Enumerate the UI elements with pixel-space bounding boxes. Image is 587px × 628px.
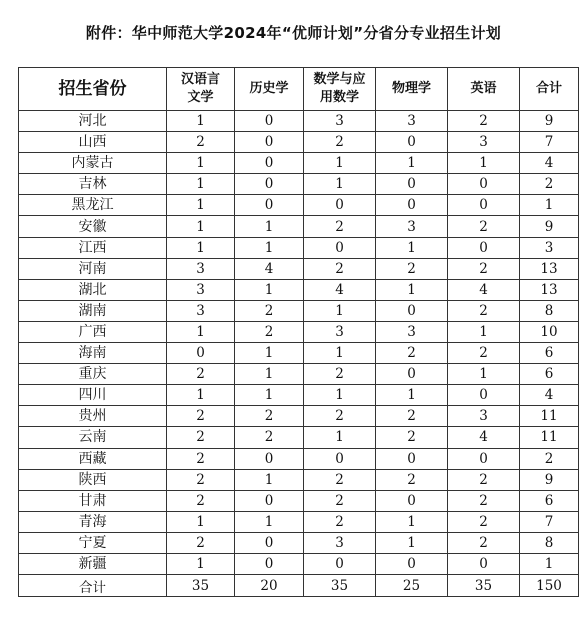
total-cell: 3	[520, 237, 579, 258]
province-cell: 吉林	[19, 174, 167, 195]
physics-cell: 0	[376, 490, 448, 511]
province-cell: 安徽	[19, 216, 167, 237]
total-cell-math: 35	[304, 575, 376, 597]
total-cell: 9	[520, 216, 579, 237]
province-cell: 江西	[19, 237, 167, 258]
physics-cell: 1	[376, 385, 448, 406]
header-province: 招生省份	[19, 68, 167, 111]
total-cell: 4	[520, 153, 579, 174]
total-cell: 7	[520, 511, 579, 532]
chinese-cell: 3	[167, 279, 235, 300]
chinese-cell: 1	[167, 553, 235, 574]
english-cell: 2	[448, 490, 520, 511]
chinese-cell: 1	[167, 174, 235, 195]
total-cell: 13	[520, 279, 579, 300]
chinese-cell: 1	[167, 216, 235, 237]
math-cell: 3	[304, 321, 376, 342]
history-cell: 1	[235, 237, 304, 258]
table-footer	[19, 575, 579, 597]
history-cell: 0	[235, 132, 304, 153]
table-row	[19, 195, 579, 216]
total-cell: 6	[520, 490, 579, 511]
header-math-line2: 用数学	[319, 90, 359, 105]
physics-cell: 0	[376, 300, 448, 321]
history-cell: 0	[235, 448, 304, 469]
physics-cell: 2	[376, 258, 448, 279]
english-cell: 2	[448, 216, 520, 237]
total-cell: 6	[520, 364, 579, 385]
physics-cell: 3	[376, 321, 448, 342]
province-cell: 湖南	[19, 300, 167, 321]
table-row	[19, 237, 579, 258]
physics-cell: 2	[376, 469, 448, 490]
english-cell: 0	[448, 553, 520, 574]
total-cell: 2	[520, 174, 579, 195]
chinese-cell: 2	[167, 490, 235, 511]
province-cell: 山西	[19, 132, 167, 153]
math-cell: 1	[304, 174, 376, 195]
chinese-cell: 1	[167, 237, 235, 258]
math-cell: 2	[304, 406, 376, 427]
physics-cell: 2	[376, 406, 448, 427]
history-cell: 0	[235, 111, 304, 132]
province-cell: 四川	[19, 385, 167, 406]
math-cell: 3	[304, 111, 376, 132]
physics-cell: 1	[376, 153, 448, 174]
history-cell: 0	[235, 174, 304, 195]
total-cell: 8	[520, 532, 579, 553]
province-cell: 云南	[19, 427, 167, 448]
chinese-cell: 2	[167, 406, 235, 427]
english-cell: 2	[448, 258, 520, 279]
total-cell: 10	[520, 321, 579, 342]
physics-cell: 2	[376, 343, 448, 364]
history-cell: 1	[235, 469, 304, 490]
chinese-cell: 2	[167, 427, 235, 448]
english-cell: 2	[448, 300, 520, 321]
total-cell-grand-total: 150	[520, 575, 579, 597]
document-title: 附件：华中师范大学2024年“优师计划”分省分专业招生计划	[85, 24, 502, 42]
math-cell: 1	[304, 300, 376, 321]
math-cell: 0	[304, 237, 376, 258]
physics-cell: 0	[376, 364, 448, 385]
physics-cell: 0	[376, 448, 448, 469]
chinese-cell: 1	[167, 195, 235, 216]
table-row	[19, 553, 579, 574]
total-cell: 8	[520, 300, 579, 321]
header-chinese-literature	[167, 68, 235, 111]
chinese-cell: 1	[167, 385, 235, 406]
math-cell: 1	[304, 153, 376, 174]
history-cell: 2	[235, 406, 304, 427]
total-cell: 13	[520, 258, 579, 279]
province-cell: 甘肃	[19, 490, 167, 511]
history-cell: 1	[235, 279, 304, 300]
table-row	[19, 343, 579, 364]
chinese-cell: 2	[167, 469, 235, 490]
physics-cell: 1	[376, 532, 448, 553]
table-row	[19, 490, 579, 511]
province-cell: 陕西	[19, 469, 167, 490]
header-chinese-line1: 汉语言	[180, 72, 220, 87]
province-cell: 重庆	[19, 364, 167, 385]
table-row	[19, 532, 579, 553]
total-row	[19, 575, 579, 597]
chinese-cell: 1	[167, 321, 235, 342]
english-cell: 2	[448, 532, 520, 553]
math-cell: 2	[304, 490, 376, 511]
province-cell: 贵州	[19, 406, 167, 427]
chinese-cell: 0	[167, 343, 235, 364]
header-history: 历史学	[235, 68, 304, 111]
math-cell: 2	[304, 216, 376, 237]
english-cell: 2	[448, 511, 520, 532]
physics-cell: 3	[376, 111, 448, 132]
history-cell: 0	[235, 195, 304, 216]
history-cell: 2	[235, 321, 304, 342]
english-cell: 4	[448, 427, 520, 448]
history-cell: 1	[235, 343, 304, 364]
chinese-cell: 2	[167, 532, 235, 553]
math-cell: 2	[304, 511, 376, 532]
english-cell: 3	[448, 406, 520, 427]
table-row	[19, 300, 579, 321]
table-row	[19, 469, 579, 490]
table-row	[19, 406, 579, 427]
total-cell: 7	[520, 132, 579, 153]
physics-cell: 0	[376, 553, 448, 574]
english-cell: 0	[448, 174, 520, 195]
physics-cell: 1	[376, 237, 448, 258]
chinese-cell: 2	[167, 448, 235, 469]
physics-cell: 1	[376, 279, 448, 300]
english-cell: 0	[448, 385, 520, 406]
physics-cell: 1	[376, 511, 448, 532]
math-cell: 1	[304, 385, 376, 406]
table-row	[19, 258, 579, 279]
math-cell: 2	[304, 132, 376, 153]
history-cell: 2	[235, 300, 304, 321]
physics-cell: 0	[376, 195, 448, 216]
physics-cell: 0	[376, 174, 448, 195]
math-cell: 0	[304, 553, 376, 574]
province-cell: 西藏	[19, 448, 167, 469]
province-cell: 青海	[19, 511, 167, 532]
total-cell: 2	[520, 448, 579, 469]
total-cell: 11	[520, 427, 579, 448]
table-row	[19, 174, 579, 195]
table-row	[19, 153, 579, 174]
english-cell: 4	[448, 279, 520, 300]
chinese-cell: 3	[167, 300, 235, 321]
english-cell: 0	[448, 195, 520, 216]
math-cell: 4	[304, 279, 376, 300]
table-row	[19, 385, 579, 406]
history-cell: 0	[235, 153, 304, 174]
math-cell: 1	[304, 343, 376, 364]
total-cell-history: 20	[235, 575, 304, 597]
math-cell: 1	[304, 427, 376, 448]
table-row	[19, 111, 579, 132]
total-row-label: 合计	[19, 575, 167, 597]
math-cell: 2	[304, 258, 376, 279]
province-cell: 黑龙江	[19, 195, 167, 216]
total-cell: 4	[520, 385, 579, 406]
english-cell: 3	[448, 132, 520, 153]
total-cell: 11	[520, 406, 579, 427]
history-cell: 1	[235, 385, 304, 406]
table-header	[19, 68, 579, 111]
table-row	[19, 427, 579, 448]
history-cell: 1	[235, 511, 304, 532]
province-cell: 河北	[19, 111, 167, 132]
history-cell: 0	[235, 553, 304, 574]
history-cell: 4	[235, 258, 304, 279]
province-cell: 河南	[19, 258, 167, 279]
total-cell: 6	[520, 343, 579, 364]
province-cell: 内蒙古	[19, 153, 167, 174]
physics-cell: 0	[376, 132, 448, 153]
province-cell: 广西	[19, 321, 167, 342]
table-row	[19, 216, 579, 237]
header-math-line1: 数学与应	[313, 72, 366, 87]
total-cell: 9	[520, 111, 579, 132]
physics-cell: 2	[376, 427, 448, 448]
math-cell: 2	[304, 364, 376, 385]
header-english: 英语	[448, 68, 520, 111]
chinese-cell: 2	[167, 132, 235, 153]
table-body	[19, 111, 579, 575]
math-cell: 2	[304, 469, 376, 490]
physics-cell: 3	[376, 216, 448, 237]
english-cell: 1	[448, 153, 520, 174]
total-cell: 9	[520, 469, 579, 490]
math-cell: 3	[304, 532, 376, 553]
total-cell: 1	[520, 553, 579, 574]
math-cell: 0	[304, 195, 376, 216]
chinese-cell: 1	[167, 153, 235, 174]
table-row	[19, 132, 579, 153]
table-row	[19, 364, 579, 385]
header-total: 合计	[520, 68, 579, 111]
english-cell: 2	[448, 111, 520, 132]
total-cell-chinese: 35	[167, 575, 235, 597]
english-cell: 1	[448, 364, 520, 385]
history-cell: 2	[235, 427, 304, 448]
total-cell-physics: 25	[376, 575, 448, 597]
chinese-cell: 2	[167, 364, 235, 385]
history-cell: 0	[235, 532, 304, 553]
header-mathematics	[304, 68, 376, 111]
english-cell: 1	[448, 321, 520, 342]
table-row	[19, 511, 579, 532]
history-cell: 1	[235, 216, 304, 237]
table-row	[19, 448, 579, 469]
table-row	[19, 279, 579, 300]
header-chinese-line2: 文学	[187, 90, 214, 105]
english-cell: 0	[448, 237, 520, 258]
history-cell: 0	[235, 490, 304, 511]
total-cell: 1	[520, 195, 579, 216]
chinese-cell: 1	[167, 111, 235, 132]
english-cell: 2	[448, 343, 520, 364]
header-physics: 物理学	[376, 68, 448, 111]
enrollment-plan-table	[18, 67, 579, 597]
history-cell: 1	[235, 364, 304, 385]
total-cell-english: 35	[448, 575, 520, 597]
header-row	[19, 68, 579, 111]
province-cell: 宁夏	[19, 532, 167, 553]
chinese-cell: 3	[167, 258, 235, 279]
math-cell: 0	[304, 448, 376, 469]
province-cell: 新疆	[19, 553, 167, 574]
province-cell: 湖北	[19, 279, 167, 300]
english-cell: 2	[448, 469, 520, 490]
english-cell: 0	[448, 448, 520, 469]
chinese-cell: 1	[167, 511, 235, 532]
province-cell: 海南	[19, 343, 167, 364]
table-row	[19, 321, 579, 342]
